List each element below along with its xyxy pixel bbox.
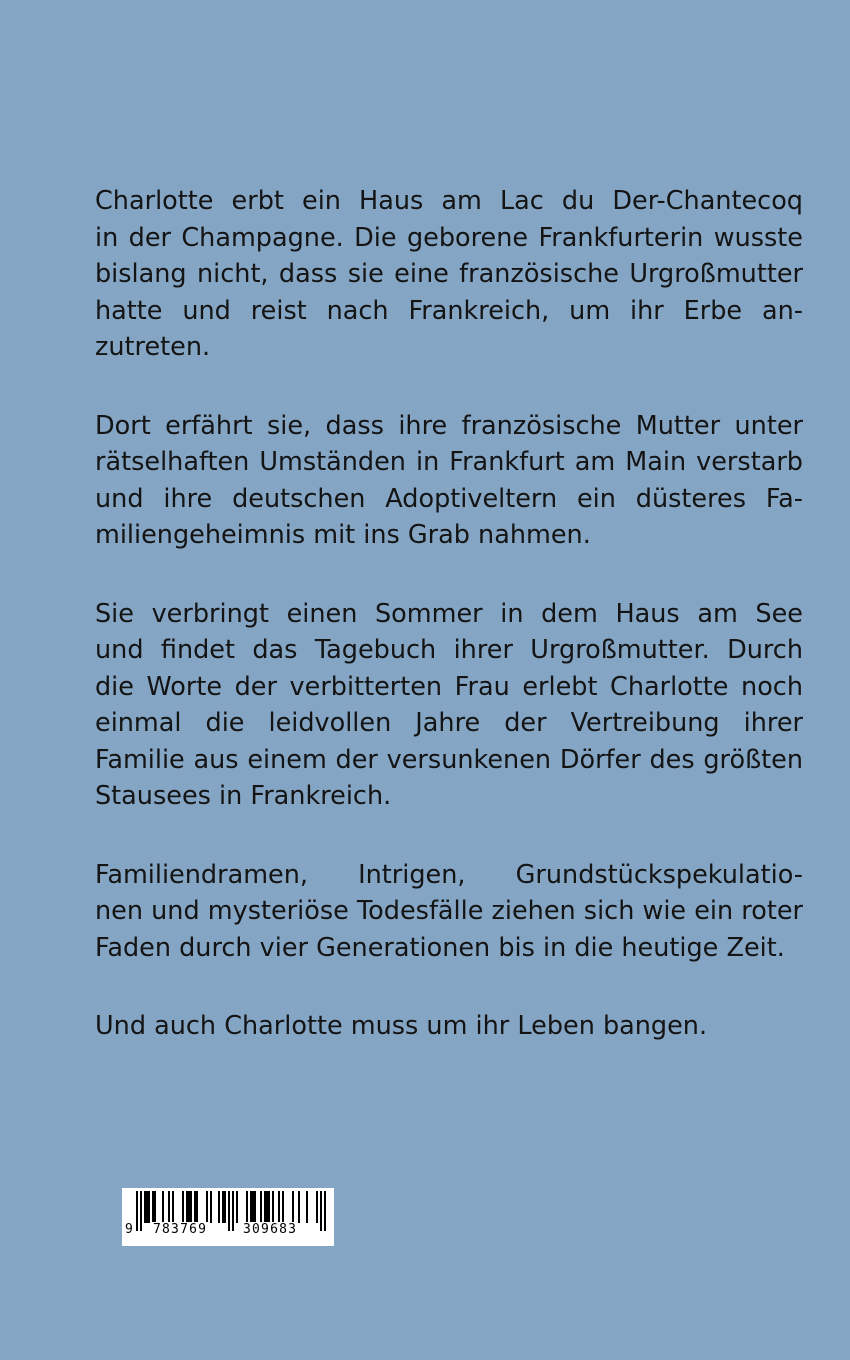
text-line: Familiendramen, Intrigen, Grundstückspekulatio- <box>95 859 803 890</box>
barcode-bar <box>260 1191 262 1223</box>
text-line: miliengeheimnis mit ins Grab nahmen. <box>95 520 591 550</box>
text-line: die Worte der verbitterten Frau erlebt Charlotte noch <box>95 671 803 702</box>
isbn-barcode <box>122 1188 334 1246</box>
barcode-bar <box>222 1191 224 1223</box>
barcode-digit-first: 9 <box>125 1222 135 1237</box>
barcode-bar <box>272 1191 274 1223</box>
barcode-bar <box>172 1191 174 1223</box>
barcode-bar <box>152 1191 154 1223</box>
text-line: Familie aus einem der versunkenen Dörfer des größten <box>95 744 803 775</box>
barcode-bar <box>146 1191 148 1223</box>
barcode-bar <box>306 1191 308 1223</box>
barcode-digits-right: 309683 <box>243 1222 298 1237</box>
text-line: rätselhaften Umständen in Frankfurt am Main verstarb <box>95 447 803 477</box>
barcode-bar <box>282 1191 284 1223</box>
barcode-digits-left: 783769 <box>153 1222 208 1237</box>
barcode-bar <box>252 1191 254 1223</box>
barcode-bar <box>186 1191 188 1223</box>
text-line: einmal die leidvollen Jahre der Vertreibung ihrer <box>95 708 803 738</box>
text-line: und ihre deutschen Adoptiveltern ein düsteres Fa- <box>95 483 803 514</box>
text-line: in der Champagne. Die geborene Frankfurterin wusste <box>95 222 803 253</box>
text-line: zutreten. <box>95 332 211 362</box>
barcode-bar <box>210 1191 212 1223</box>
blurb-paragraph-1 <box>95 183 803 366</box>
barcode-bar <box>224 1191 226 1223</box>
barcode-bar <box>278 1191 280 1223</box>
barcode-bar <box>188 1191 190 1223</box>
text-line: hatte und reist nach Frankreich, um ihr Erbe an- <box>95 295 803 326</box>
barcode-bar <box>196 1191 198 1223</box>
barcode-digits <box>122 1222 334 1242</box>
back-cover-blurb <box>95 183 803 1087</box>
text-line: Und auch Charlotte muss um ihr Leben bangen. <box>95 1011 708 1041</box>
text-line: Stausees in Frankreich. <box>95 781 392 811</box>
text-line: Sie verbringt einen Sommer in dem Haus am See <box>95 598 803 629</box>
barcode-bar <box>206 1191 208 1223</box>
barcode-bar <box>182 1191 184 1223</box>
barcode-bar <box>194 1191 196 1223</box>
barcode-bar <box>162 1191 164 1223</box>
barcode-bar <box>154 1191 156 1223</box>
barcode-bar <box>264 1191 266 1223</box>
text-line: Dort erfährt sie, dass ihre französische Mutter unter <box>95 410 803 441</box>
barcode-bar <box>168 1191 170 1223</box>
text-line: Charlotte erbt ein Haus am Lac du Der-Chantecoq <box>95 186 803 216</box>
barcode-bar <box>254 1191 256 1223</box>
blurb-paragraph-3 <box>95 596 803 815</box>
barcode-bar <box>268 1191 270 1223</box>
text-line: bislang nicht, dass sie eine französische Urgroßmutter <box>95 259 803 289</box>
barcode-bar <box>236 1191 238 1223</box>
barcode-bar <box>292 1191 294 1223</box>
barcode-bar <box>218 1191 220 1223</box>
blurb-paragraph-4 <box>95 857 803 967</box>
barcode-bar <box>144 1191 146 1223</box>
barcode-bar <box>250 1191 252 1223</box>
barcode-bar <box>316 1191 318 1223</box>
barcode-bar <box>246 1191 248 1223</box>
barcode-bar <box>148 1191 150 1223</box>
blurb-paragraph-5 <box>95 1008 803 1045</box>
text-line: nen und mysteriöse Todesfälle ziehen sich wie ein roter <box>95 896 803 926</box>
text-line: und findet das Tagebuch ihrer Urgroßmutter. Durch <box>95 635 803 665</box>
text-line: Faden durch vier Generationen bis in die heutige Zeit. <box>95 932 785 963</box>
barcode-bar <box>266 1191 268 1223</box>
barcode-bar <box>298 1191 300 1223</box>
blurb-paragraph-2 <box>95 408 803 554</box>
barcode-bar <box>190 1191 192 1223</box>
